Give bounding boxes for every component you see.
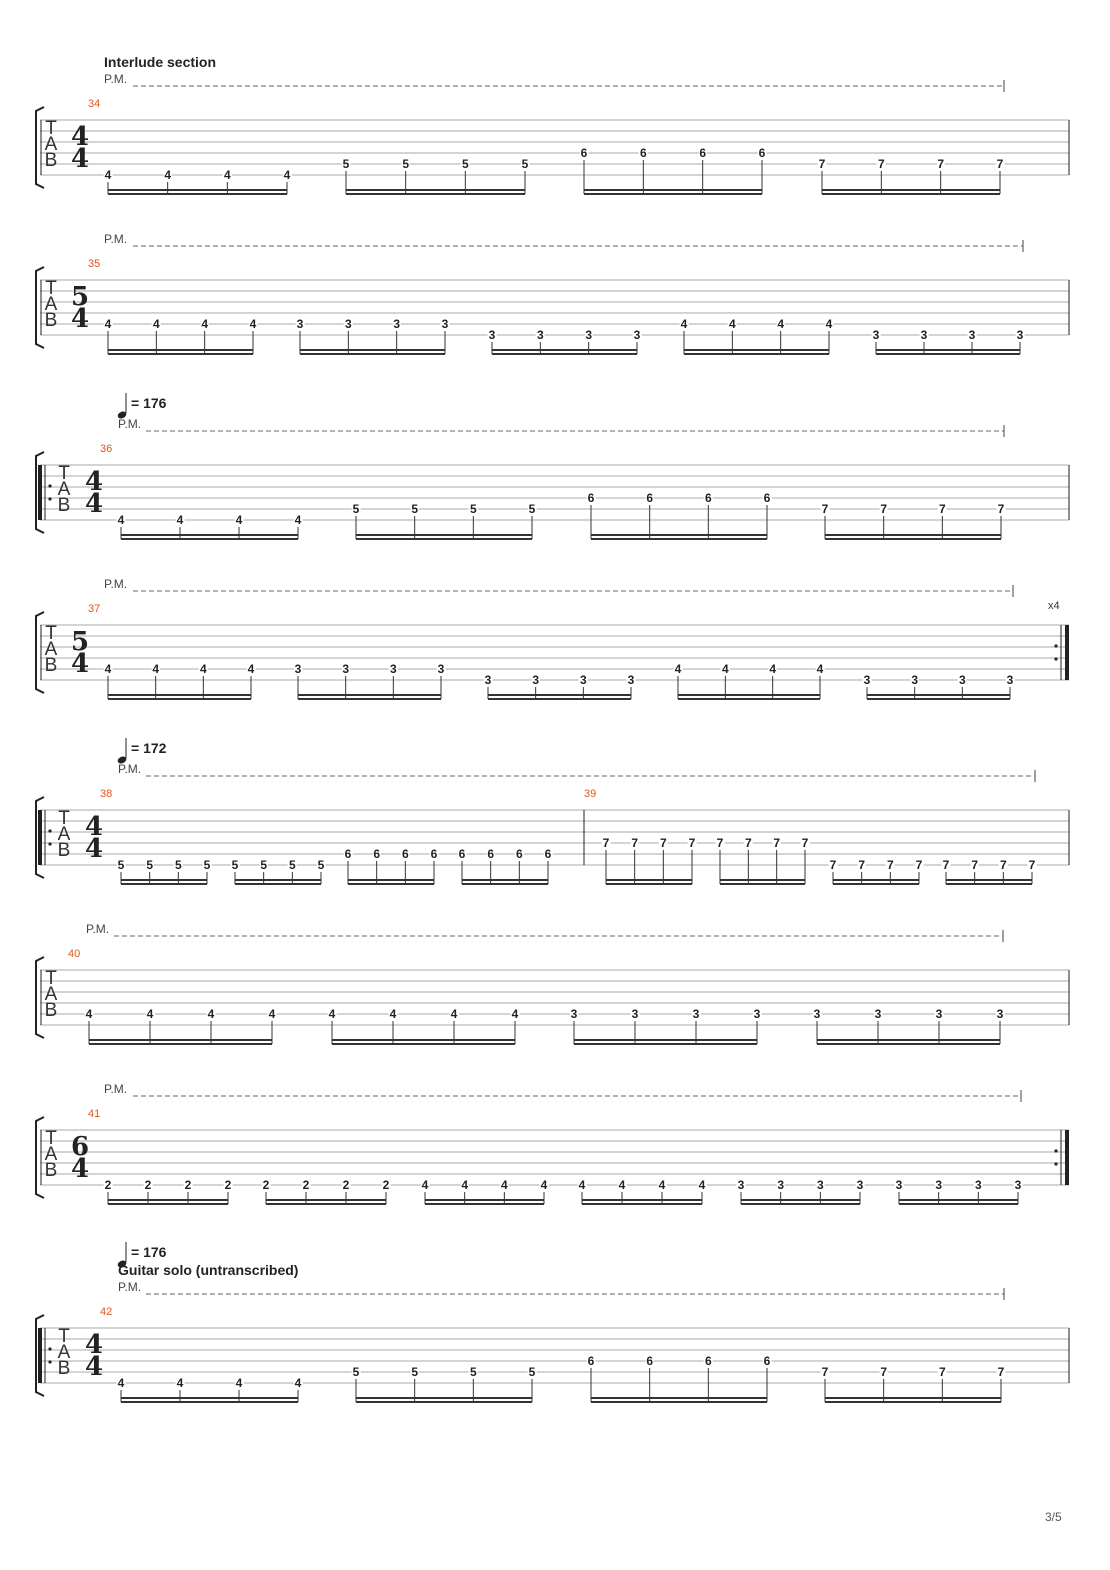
bar-number: 36: [100, 443, 113, 455]
fret-number: 4: [247, 662, 255, 676]
time-signature-denominator: 4: [71, 649, 90, 679]
fret-number: 3: [996, 1007, 1004, 1021]
fret-number: 3: [296, 317, 304, 331]
fret-number: 5: [528, 1365, 536, 1379]
fret-number: 4: [117, 513, 125, 527]
fret-number: 4: [294, 1376, 302, 1390]
fret-number: 7: [773, 836, 780, 850]
time-signature-numerator: 5: [71, 282, 90, 312]
tab-clef-letter: T: [45, 968, 57, 989]
repeat-dot: [1054, 1162, 1057, 1165]
tab-clef-letter: T: [58, 1326, 70, 1347]
fret-number: 4: [146, 1007, 154, 1021]
fret-number: 4: [294, 513, 302, 527]
fret-number: 6: [699, 146, 706, 160]
palm-mute-label: P.M.: [104, 577, 128, 591]
fret-number: 5: [411, 1365, 418, 1379]
fret-number: 7: [880, 1365, 887, 1379]
fret-number: 7: [688, 836, 696, 850]
time-signature-numerator: 4: [85, 812, 104, 842]
tab-clef-letter: A: [44, 984, 58, 1005]
tab-clef-letter: T: [45, 1128, 57, 1149]
repeat-dot: [1054, 644, 1057, 647]
fret-number: 3: [585, 328, 592, 342]
fret-number: 4: [201, 317, 208, 331]
fret-number: 6: [487, 847, 494, 861]
time-signature-denominator: 4: [71, 304, 90, 334]
repeat-dot: [48, 829, 51, 832]
fret-number: 3: [437, 662, 445, 676]
fret-number: 6: [763, 1354, 771, 1368]
tab-clef-letter: A: [44, 1144, 58, 1165]
fret-number: 4: [268, 1007, 276, 1021]
fret-number: 5: [402, 157, 409, 171]
fret-number: 7: [938, 502, 946, 516]
fret-number: 7: [858, 858, 865, 872]
fret-number: 3: [389, 662, 397, 676]
fret-number: 4: [825, 317, 833, 331]
tab-clef-letter: B: [57, 840, 71, 861]
fret-number: 6: [373, 847, 380, 861]
tab-clef-letter: T: [45, 118, 57, 139]
bar-number: 39: [584, 788, 597, 800]
fret-number: 4: [235, 513, 243, 527]
tab-clef-letter: T: [58, 463, 70, 484]
fret-number: 3: [627, 673, 635, 687]
tab-clef-letter: B: [57, 495, 71, 516]
fret-number: 5: [469, 1365, 477, 1379]
fret-number: 3: [911, 673, 918, 687]
fret-number: 7: [996, 157, 1004, 171]
palm-mute-label: P.M.: [86, 922, 110, 936]
fret-number: 4: [728, 317, 736, 331]
fret-number: 7: [631, 836, 638, 850]
fret-number: 4: [421, 1178, 429, 1192]
fret-number: 4: [176, 1376, 184, 1390]
fret-number: 4: [450, 1007, 458, 1021]
tab-clef-letter: A: [57, 824, 71, 845]
tab-clef-letter: B: [44, 655, 58, 676]
fret-number: 2: [262, 1178, 270, 1192]
fret-number: 5: [288, 858, 296, 872]
fret-number: 4: [680, 317, 688, 331]
repeat-dot: [48, 842, 51, 845]
fret-number: 4: [152, 662, 159, 676]
fret-number: 7: [1028, 858, 1036, 872]
repeat-dot: [48, 484, 51, 487]
fret-number: 4: [461, 1178, 468, 1192]
fret-number: 7: [829, 858, 837, 872]
fret-number: 3: [1006, 673, 1014, 687]
fret-number: 4: [698, 1178, 706, 1192]
fret-number: 6: [430, 847, 438, 861]
fret-number: 6: [704, 1354, 712, 1368]
tab-clef-letter: A: [44, 134, 58, 155]
fret-number: 3: [935, 1178, 942, 1192]
fret-number: 4: [328, 1007, 336, 1021]
fret-number: 3: [737, 1178, 745, 1192]
fret-number: 4: [500, 1178, 508, 1192]
fret-number: 5: [260, 858, 267, 872]
fret-number: 3: [958, 673, 966, 687]
fret-number: 7: [886, 858, 894, 872]
fret-number: 3: [633, 328, 641, 342]
tab-clef-letter: A: [44, 639, 58, 660]
fret-number: 4: [104, 662, 112, 676]
repeat-start-thick-bar: [38, 465, 42, 520]
fret-number: 6: [458, 847, 466, 861]
fret-number: 6: [639, 146, 647, 160]
fret-number: 4: [658, 1178, 666, 1192]
tab-clef-letter: B: [57, 1358, 71, 1379]
fret-number: 7: [880, 502, 887, 516]
fret-number: 4: [674, 662, 682, 676]
fret-number: 3: [488, 328, 496, 342]
fret-number: 4: [816, 662, 824, 676]
bar-number: 42: [100, 1306, 113, 1318]
bar-number: 34: [88, 98, 101, 110]
fret-number: 3: [863, 673, 871, 687]
fret-number: 6: [401, 847, 409, 861]
repeat-dot: [1054, 657, 1057, 660]
fret-number: 7: [821, 502, 829, 516]
tab-clef-letter: T: [58, 808, 70, 829]
fret-number: 6: [646, 491, 653, 505]
palm-mute-label: P.M.: [118, 417, 142, 431]
fret-number: 2: [184, 1178, 192, 1192]
fret-number: 7: [999, 858, 1007, 872]
fret-number: 7: [938, 1365, 946, 1379]
repeat-end-thick-bar: [1065, 625, 1069, 680]
fret-number: 3: [872, 328, 880, 342]
palm-mute-label: P.M.: [104, 1082, 128, 1096]
fret-number: 6: [580, 146, 588, 160]
tab-clef-letter: T: [45, 278, 57, 299]
tab-clef-letter: B: [44, 150, 58, 171]
fret-number: 4: [85, 1007, 93, 1021]
fret-number: 7: [602, 836, 610, 850]
fret-number: 4: [389, 1007, 397, 1021]
fret-number: 7: [997, 502, 1005, 516]
bar-number: 38: [100, 788, 113, 800]
fret-number: 3: [920, 328, 928, 342]
fret-number: 3: [968, 328, 976, 342]
fret-number: 3: [342, 662, 349, 676]
tab-clef-letter: A: [57, 1342, 71, 1363]
fret-number: 7: [877, 157, 885, 171]
fret-number: 4: [235, 1376, 243, 1390]
fret-number: 5: [521, 157, 529, 171]
repeat-start-thick-bar: [38, 810, 42, 865]
fret-number: 3: [294, 662, 302, 676]
fret-number: 7: [744, 836, 752, 850]
fret-number: 6: [544, 847, 552, 861]
time-signature-denominator: 4: [71, 144, 90, 174]
tab-clef-letter: B: [44, 310, 58, 331]
fret-number: 7: [716, 836, 724, 850]
fret-number: 4: [283, 168, 291, 182]
fret-number: 2: [144, 1178, 152, 1192]
fret-number: 5: [174, 858, 182, 872]
bar-number: 35: [88, 258, 101, 270]
fret-number: 3: [393, 317, 400, 331]
fret-number: 4: [104, 317, 112, 331]
fret-number: 3: [935, 1007, 943, 1021]
fret-number: 7: [801, 836, 809, 850]
fret-number: 3: [344, 317, 352, 331]
page-number: 3/5: [1045, 1510, 1062, 1524]
fret-number: 3: [631, 1007, 639, 1021]
fret-number: 3: [579, 673, 587, 687]
fret-number: 4: [769, 662, 776, 676]
time-signature-numerator: 5: [71, 627, 90, 657]
fret-number: 6: [344, 847, 352, 861]
repeat-dot: [1054, 1149, 1057, 1152]
fret-number: 3: [856, 1178, 864, 1192]
time-signature-denominator: 4: [85, 489, 104, 519]
fret-number: 4: [777, 317, 784, 331]
tab-clef-letter: A: [57, 479, 71, 500]
tab-clef-letter: T: [45, 623, 57, 644]
fret-number: 5: [342, 157, 350, 171]
fret-number: 5: [469, 502, 477, 516]
repeat-count: x4: [1048, 600, 1060, 612]
fret-number: 4: [618, 1178, 626, 1192]
fret-number: 3: [692, 1007, 700, 1021]
fret-number: 5: [411, 502, 418, 516]
palm-mute-label: P.M.: [104, 72, 128, 86]
time-signature-numerator: 4: [71, 122, 90, 152]
fret-number: 3: [532, 673, 539, 687]
fret-number: 3: [1016, 328, 1024, 342]
fret-number: 6: [758, 146, 766, 160]
repeat-dot: [48, 1360, 51, 1363]
fret-number: 5: [231, 858, 239, 872]
fret-number: 4: [104, 168, 112, 182]
palm-mute-label: P.M.: [104, 232, 128, 246]
bar-number: 37: [88, 603, 101, 615]
fret-number: 7: [942, 858, 950, 872]
fret-number: 3: [1014, 1178, 1022, 1192]
fret-number: 4: [176, 513, 184, 527]
fret-number: 6: [587, 491, 595, 505]
fret-number: 7: [659, 836, 667, 850]
time-signature-denominator: 4: [85, 834, 104, 864]
time-signature-numerator: 4: [85, 467, 104, 497]
fret-number: 3: [974, 1178, 982, 1192]
fret-number: 2: [342, 1178, 350, 1192]
fret-number: 4: [199, 662, 207, 676]
fret-number: 5: [528, 502, 536, 516]
fret-number: 2: [104, 1178, 112, 1192]
fret-number: 3: [536, 328, 544, 342]
tab-clef-letter: B: [44, 1160, 58, 1181]
fret-number: 3: [570, 1007, 578, 1021]
fret-number: 5: [352, 1365, 360, 1379]
fret-number: 6: [704, 491, 712, 505]
time-signature-numerator: 6: [71, 1132, 90, 1162]
tempo-marking: = 176: [131, 1244, 167, 1260]
fret-number: 5: [461, 157, 469, 171]
fret-number: 4: [721, 662, 729, 676]
fret-number: 4: [117, 1376, 125, 1390]
fret-number: 2: [224, 1178, 232, 1192]
bar-number: 41: [88, 1108, 101, 1120]
palm-mute-label: P.M.: [118, 762, 142, 776]
fret-number: 2: [302, 1178, 310, 1192]
fret-number: 7: [997, 1365, 1005, 1379]
tempo-marking: = 176: [131, 395, 167, 411]
fret-number: 3: [895, 1178, 903, 1192]
fret-number: 3: [813, 1007, 821, 1021]
time-signature-denominator: 4: [71, 1154, 90, 1184]
fret-number: 2: [382, 1178, 390, 1192]
fret-number: 6: [587, 1354, 595, 1368]
fret-number: 4: [540, 1178, 548, 1192]
section-title: Interlude section: [104, 54, 217, 70]
repeat-dot: [48, 497, 51, 500]
bar-number: 40: [68, 948, 81, 960]
fret-number: 5: [203, 858, 211, 872]
tab-clef-letter: A: [44, 294, 58, 315]
fret-number: 3: [777, 1178, 784, 1192]
fret-number: 4: [511, 1007, 519, 1021]
fret-number: 7: [971, 858, 978, 872]
fret-number: 3: [816, 1178, 824, 1192]
fret-number: 3: [753, 1007, 761, 1021]
tab-clef-letter: B: [44, 1000, 58, 1021]
section-title: Guitar solo (untranscribed): [118, 1262, 299, 1278]
tempo-marking: = 172: [131, 740, 167, 756]
fret-number: 5: [117, 858, 125, 872]
fret-number: 4: [249, 317, 257, 331]
fret-number: 7: [915, 858, 923, 872]
fret-number: 6: [763, 491, 771, 505]
fret-number: 7: [818, 157, 826, 171]
fret-number: 6: [515, 847, 523, 861]
fret-number: 3: [484, 673, 492, 687]
fret-number: 4: [223, 168, 231, 182]
time-signature-denominator: 4: [85, 1352, 104, 1382]
fret-number: 5: [352, 502, 360, 516]
fret-number: 4: [164, 168, 171, 182]
fret-number: 3: [874, 1007, 882, 1021]
fret-number: 7: [937, 157, 944, 171]
fret-number: 4: [152, 317, 160, 331]
repeat-start-thick-bar: [38, 1328, 42, 1383]
fret-number: 7: [821, 1365, 829, 1379]
palm-mute-label: P.M.: [118, 1280, 142, 1294]
fret-number: 6: [646, 1354, 653, 1368]
time-signature-numerator: 4: [85, 1330, 104, 1360]
fret-number: 5: [317, 858, 325, 872]
fret-number: 4: [578, 1178, 586, 1192]
fret-number: 3: [441, 317, 449, 331]
fret-number: 5: [146, 858, 153, 872]
repeat-dot: [48, 1347, 51, 1350]
repeat-end-thick-bar: [1065, 1130, 1069, 1185]
fret-number: 4: [207, 1007, 215, 1021]
